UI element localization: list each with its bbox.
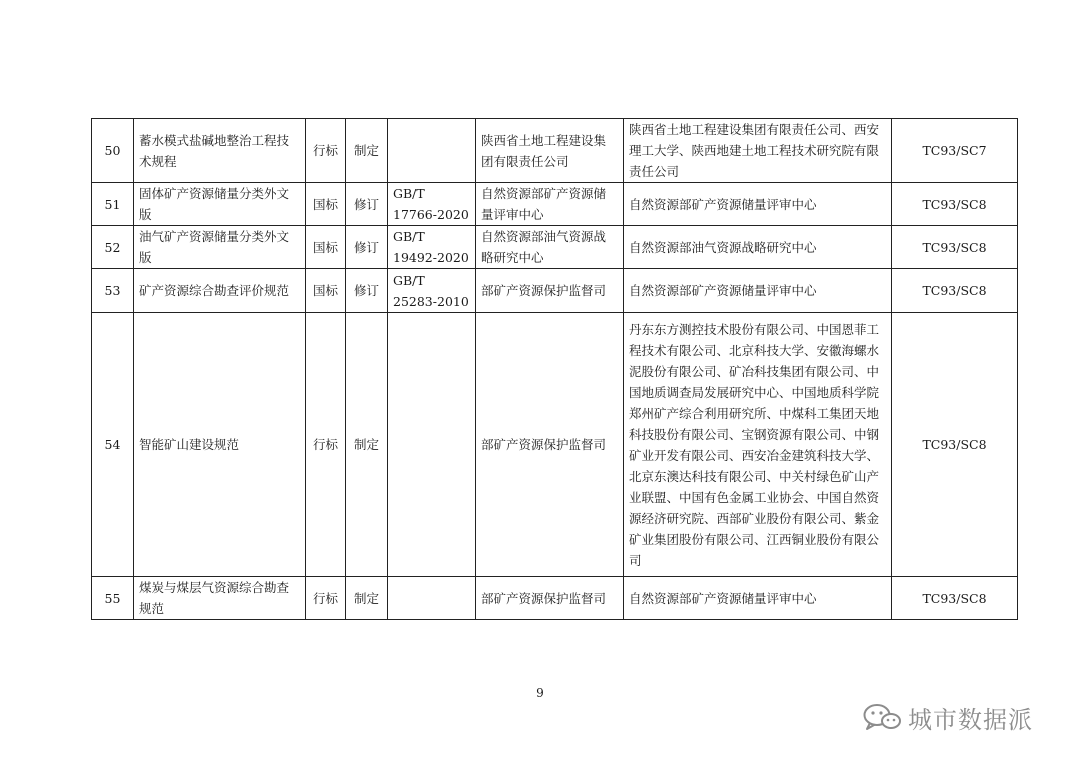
table-row <box>92 226 1018 269</box>
drafting-units: 自然资源部油气资源战略研究中心 <box>624 226 892 269</box>
page-number: 9 <box>536 686 544 700</box>
standard-code <box>388 577 476 620</box>
standard-name: 油气矿产资源储量分类外文版 <box>134 226 306 269</box>
table-row <box>92 119 1018 183</box>
drafting-units: 陕西省土地工程建设集团有限责任公司、西安理工大学、陕西地建土地工程技术研究院有限责任公司 <box>624 119 892 183</box>
technical-committee: TC93/SC8 <box>892 269 1018 313</box>
standard-name: 煤炭与煤层气资源综合勘查规范 <box>134 577 306 620</box>
drafting-units: 丹东东方测控技术股份有限公司、中国恩菲工程技术有限公司、北京科技大学、安徽海螺水泥股份有限公司、矿冶科技集团有限公司、中国地质调查局发展研究中心、中国地质科学院郑州矿产综合利用研究所、中煤科工集团天地科技股份有限公司、宝钢资源有限公司、中钢矿业开发有限公司、西安冶金建筑科技大学、北京东澳达科技有限公司、中关村绿色矿山产业联盟、中国有色金属工业协会、中国自然资源经济研究院、西部矿业股份有限公司、紫金矿业集团股份有限公司、江西铜业股份有限公司 <box>624 313 892 577</box>
standard-code <box>388 119 476 183</box>
standard-type: 行标 <box>306 313 346 577</box>
watermark-text: 城市数据派 <box>908 705 1033 734</box>
technical-committee: TC93/SC8 <box>892 577 1018 620</box>
responsible-department: 自然资源部油气资源战略研究中心 <box>476 226 624 269</box>
standard-code: GB/T 25283-2010 <box>388 269 476 313</box>
technical-committee: TC93/SC8 <box>892 226 1018 269</box>
standard-name: 固体矿产资源储量分类外文版 <box>134 183 306 226</box>
row-number: 52 <box>92 226 134 269</box>
responsible-department: 自然资源部矿产资源储量评审中心 <box>476 183 624 226</box>
revision-kind: 修订 <box>346 183 388 226</box>
standard-name: 智能矿山建设规范 <box>134 313 306 577</box>
wechat-icon <box>862 702 902 732</box>
table-row <box>92 269 1018 313</box>
revision-kind: 修订 <box>346 269 388 313</box>
standards-table <box>91 118 1018 620</box>
drafting-units: 自然资源部矿产资源储量评审中心 <box>624 183 892 226</box>
revision-kind: 制定 <box>346 313 388 577</box>
watermark <box>862 700 1033 734</box>
standard-code: GB/T 19492-2020 <box>388 226 476 269</box>
standard-type: 行标 <box>306 577 346 620</box>
standard-code: GB/T 17766-2020 <box>388 183 476 226</box>
drafting-units: 自然资源部矿产资源储量评审中心 <box>624 577 892 620</box>
table-row <box>92 313 1018 577</box>
technical-committee: TC93/SC8 <box>892 313 1018 577</box>
row-number: 55 <box>92 577 134 620</box>
row-number: 51 <box>92 183 134 226</box>
revision-kind: 制定 <box>346 577 388 620</box>
row-number: 50 <box>92 119 134 183</box>
standard-name: 矿产资源综合勘查评价规范 <box>134 269 306 313</box>
revision-kind: 制定 <box>346 119 388 183</box>
table-row <box>92 577 1018 620</box>
table-row <box>92 183 1018 226</box>
standard-type: 国标 <box>306 269 346 313</box>
row-number: 54 <box>92 313 134 577</box>
responsible-department: 陕西省土地工程建设集团有限责任公司 <box>476 119 624 183</box>
responsible-department: 部矿产资源保护监督司 <box>476 577 624 620</box>
standard-name: 蓄水模式盐碱地整治工程技术规程 <box>134 119 306 183</box>
drafting-units: 自然资源部矿产资源储量评审中心 <box>624 269 892 313</box>
standard-type: 行标 <box>306 119 346 183</box>
standard-type: 国标 <box>306 226 346 269</box>
technical-committee: TC93/SC8 <box>892 183 1018 226</box>
revision-kind: 修订 <box>346 226 388 269</box>
responsible-department: 部矿产资源保护监督司 <box>476 269 624 313</box>
row-number: 53 <box>92 269 134 313</box>
standard-type: 国标 <box>306 183 346 226</box>
standard-code <box>388 313 476 577</box>
technical-committee: TC93/SC7 <box>892 119 1018 183</box>
responsible-department: 部矿产资源保护监督司 <box>476 313 624 577</box>
